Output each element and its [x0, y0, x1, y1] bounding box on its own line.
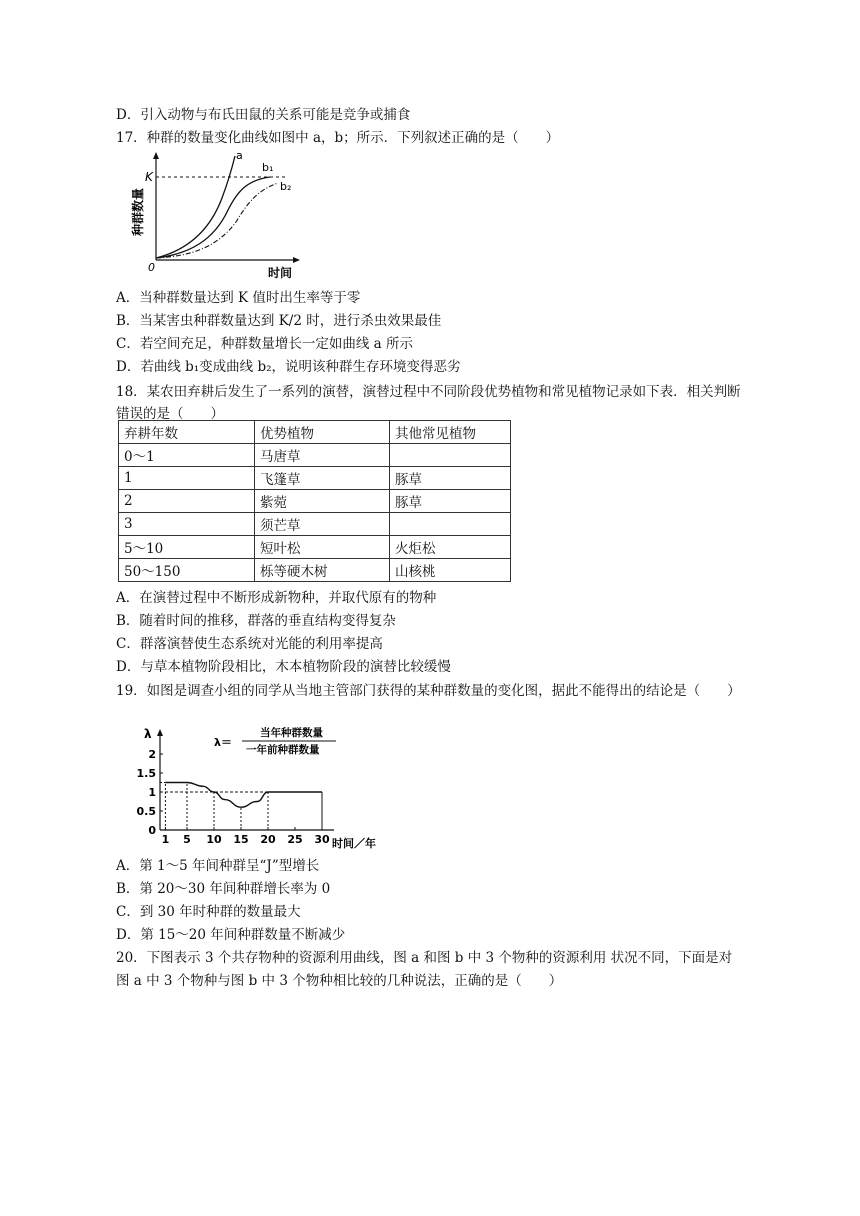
succession-table [118, 420, 511, 582]
table-header-cell: 弃耕年数 [119, 421, 255, 444]
table-cell: 飞篷草 [255, 467, 390, 490]
x-tick-label: 10 [206, 833, 222, 846]
q17-y-axis-label: 种群数量 [131, 187, 145, 236]
table-cell: 短叶松 [255, 536, 390, 559]
table-cell: 1 [119, 467, 255, 490]
q18-option-c: C．群落演替使生态系统对光能的利用率提高 [116, 636, 383, 652]
q19-x-axis-label: 时间／年 [332, 837, 376, 849]
q19-formula-numerator: 当年种群数量 [260, 727, 323, 739]
table-cell: 5～10 [119, 536, 255, 559]
q17-population-curve-figure [118, 150, 304, 280]
table-cell: 豚草 [390, 490, 511, 513]
table-cell: 火炬松 [390, 536, 511, 559]
q19-formula-denominator: 一年前种群数量 [246, 744, 320, 756]
table-cell [390, 444, 511, 467]
q19-option-c: C．到 30 年时种群的数量最大 [116, 904, 301, 920]
q19-stem: 19．如图是调查小组的同学从当地主管部门获得的某种群数量的变化图，据此不能得出的结论是（ ） [116, 683, 741, 699]
y-tick-label: 2 [148, 748, 156, 761]
q17-curve-b1-label: b₁ [262, 161, 274, 174]
table-row [119, 536, 511, 559]
q19-formula-lhs: λ＝ [214, 736, 232, 749]
q19-lambda-chart [136, 727, 386, 849]
q18-option-d: D．与草本植物阶段相比，木本植物阶段的演替比较缓慢 [116, 659, 451, 675]
x-tick-label: 1 [161, 833, 170, 846]
table-cell: 0～1 [119, 444, 255, 467]
q17-option-b: B．当某害虫种群数量达到 K/2 时，进行杀虫效果最佳 [116, 313, 442, 329]
table-row [119, 467, 511, 490]
q20-stem: 20．下图表示 3 个共存物种的资源利用曲线，图 a 和图 b 中 3 个物种的资源利用 状况不同，下面是对图 a 中 3 个物种与图 b 中 3 个物种相比较的几种说法，正确的是（ ） [116, 950, 733, 989]
table-cell: 山核桃 [390, 559, 511, 582]
table-cell: 紫菀 [255, 490, 390, 513]
q17-stem: 17．种群的数量变化曲线如图中 a，b；所示．下列叙述正确的是（ ） [116, 130, 560, 146]
q17-option-c: C．若空间充足，种群数量增长一定如曲线 a 所示 [116, 336, 413, 352]
q17-x-axis-label: 时间 [268, 266, 293, 280]
x-tick-label: 5 [183, 833, 191, 846]
table-header-row [119, 421, 511, 444]
table-cell [390, 513, 511, 536]
q17-curve-b2-label: b₂ [280, 180, 292, 193]
table-cell: 3 [119, 513, 255, 536]
q17-k-label: K [145, 170, 153, 184]
y-tick-label: 0 [148, 824, 156, 837]
q18-option-b: B．随着时间的推移，群落的垂直结构变得复杂 [116, 613, 396, 629]
x-tick-label: 25 [287, 833, 303, 846]
q19-option-d: D．第 15～20 年间种群数量不断减少 [116, 927, 346, 943]
q17-origin-label: 0 [148, 261, 155, 274]
x-tick-label: 20 [260, 833, 276, 846]
table-row [119, 559, 511, 582]
q19-option-b: B．第 20～30 年间种群增长率为 0 [116, 881, 331, 897]
y-tick-label: 1 [148, 786, 156, 799]
table-row [119, 513, 511, 536]
y-tick-label: 1.5 [136, 767, 156, 780]
q19-y-axis-symbol: λ [144, 727, 152, 741]
table-header-cell: 其他常见植物 [390, 421, 511, 444]
table-cell: 栎等硬木树 [255, 559, 390, 582]
table-cell: 豚草 [390, 467, 511, 490]
lambda-series-line [165, 783, 322, 808]
q19-option-a: A．第 1～5 年间种群呈“J”型增长 [116, 858, 320, 874]
q17-curve-a-label: a [236, 150, 243, 162]
q18-option-a: A．在演替过程中不断形成新物种，并取代原有的物种 [116, 590, 437, 606]
x-tick-label: 30 [314, 833, 330, 846]
table-cell: 须芒草 [255, 513, 390, 536]
table-row [119, 490, 511, 513]
q17-option-a: A．当种群数量达到 K 值时出生率等于零 [116, 290, 361, 306]
q16-option-d: D．引入动物与布氏田鼠的关系可能是竞争或捕食 [116, 107, 411, 123]
table-header-cell: 优势植物 [255, 421, 390, 444]
y-tick-label: 0.5 [136, 805, 156, 818]
table-cell: 2 [119, 490, 255, 513]
table-cell: 马唐草 [255, 444, 390, 467]
y-axis-arrow [157, 729, 163, 736]
x-tick-label: 15 [233, 833, 249, 846]
table-row [119, 444, 511, 467]
q17-option-d: D．若曲线 b₁变成曲线 b₂，说明该种群生存环境变得恶劣 [116, 359, 461, 375]
table-cell: 50～150 [119, 559, 255, 582]
q18-stem: 18．某农田弃耕后发生了一系列的演替，演替过程中不同阶段优势植物和常见植物记录如下表．相关判断错误的是（ ） [116, 384, 741, 422]
